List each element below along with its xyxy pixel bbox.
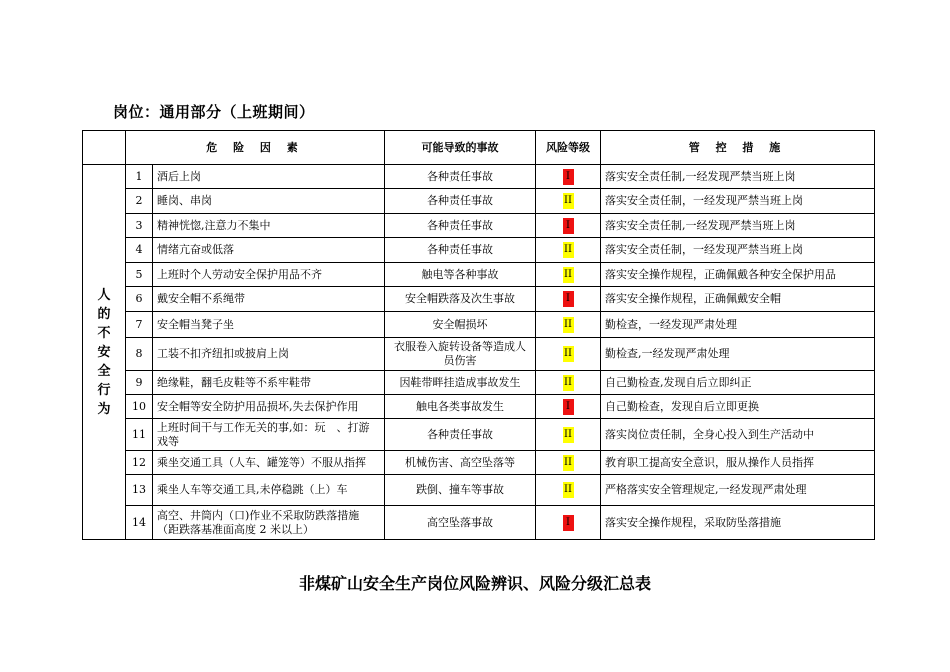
row-number: 7 bbox=[126, 312, 153, 338]
row-number: 3 bbox=[126, 214, 153, 238]
risk-level-badge: II bbox=[563, 346, 574, 362]
risk-level-badge: II bbox=[563, 242, 574, 258]
hazard-cell: 酒后上岗 bbox=[153, 165, 385, 189]
risk-level-cell bbox=[536, 395, 601, 419]
row-number: 9 bbox=[126, 371, 153, 395]
risk-level-cell bbox=[536, 214, 601, 238]
category-char: 人 bbox=[97, 287, 111, 303]
measure-cell: 落实安全责任制,一经发现严禁当班上岗 bbox=[601, 165, 875, 189]
table-row bbox=[83, 238, 875, 263]
risk-level-cell bbox=[536, 338, 601, 371]
table-row bbox=[83, 287, 875, 312]
header-level: 风险等级 bbox=[536, 131, 601, 165]
risk-level-badge: II bbox=[563, 455, 574, 471]
risk-level-cell bbox=[536, 371, 601, 395]
row-number: 2 bbox=[126, 189, 153, 214]
accident-cell: 各种责任事故 bbox=[385, 214, 536, 238]
measure-cell: 勤检查,一经发现严肃处理 bbox=[601, 338, 875, 371]
row-number: 11 bbox=[126, 419, 153, 451]
risk-level-badge: II bbox=[563, 427, 574, 443]
hazard-cell: 上班时个人劳动安全保护用品不齐 bbox=[153, 263, 385, 287]
measure-cell: 落实安全责任制，一经发现严禁当班上岗 bbox=[601, 238, 875, 263]
accident-cell: 各种责任事故 bbox=[385, 189, 536, 214]
table-row bbox=[83, 165, 875, 189]
risk-level-cell bbox=[536, 475, 601, 506]
table-row bbox=[83, 451, 875, 475]
hazard-cell: 乘坐交通工具（人车、罐笼等）不服从指挥 bbox=[153, 451, 385, 475]
measure-cell: 教育职工提高安全意识，服从操作人员指挥 bbox=[601, 451, 875, 475]
hazard-cell: 乘坐人车等交通工具,未停稳跳（上）车 bbox=[153, 475, 385, 506]
risk-level-cell bbox=[536, 419, 601, 451]
risk-level-badge: I bbox=[563, 515, 574, 531]
accident-cell: 各种责任事故 bbox=[385, 165, 536, 189]
measure-cell: 落实安全操作规程，正确佩戴各种安全保护用品 bbox=[601, 263, 875, 287]
row-number: 10 bbox=[126, 395, 153, 419]
table-body bbox=[83, 165, 875, 540]
hazard-cell: 安全帽等安全防护用品损坏,失去保护作用 bbox=[153, 395, 385, 419]
accident-cell: 安全帽损坏 bbox=[385, 312, 536, 338]
header-accident: 可能导致的事故 bbox=[385, 131, 536, 165]
table-row bbox=[83, 371, 875, 395]
hazard-cell: 高空、井筒内（口)作业不采取防跌落措施（距跌落基准面高度 2 米以上） bbox=[153, 506, 385, 540]
post-title: 岗位：通用部分（上班期间） bbox=[113, 103, 315, 121]
risk-level-badge: I bbox=[563, 218, 574, 234]
table-header-row bbox=[83, 131, 875, 165]
risk-level-cell bbox=[536, 287, 601, 312]
risk-level-badge: I bbox=[563, 169, 574, 185]
accident-cell: 触电各类事故发生 bbox=[385, 395, 536, 419]
measure-cell: 落实安全操作规程，采取防坠落措施 bbox=[601, 506, 875, 540]
table-row bbox=[83, 395, 875, 419]
risk-level-cell bbox=[536, 451, 601, 475]
row-number: 5 bbox=[126, 263, 153, 287]
measure-cell: 严格落实安全管理规定,一经发现严肃处理 bbox=[601, 475, 875, 506]
table-row bbox=[83, 338, 875, 371]
row-number: 8 bbox=[126, 338, 153, 371]
risk-level-badge: II bbox=[563, 317, 574, 333]
measure-cell: 勤检查，一经发现严肃处理 bbox=[601, 312, 875, 338]
risk-level-cell bbox=[536, 263, 601, 287]
accident-cell: 安全帽跌落及次生事故 bbox=[385, 287, 536, 312]
risk-level-cell bbox=[536, 312, 601, 338]
footer-title: 非煤矿山安全生产岗位风险辨识、风险分级汇总表 bbox=[298, 574, 651, 593]
header-measure: 管 控 措 施 bbox=[601, 131, 875, 165]
risk-level-cell bbox=[536, 238, 601, 263]
table-row bbox=[83, 419, 875, 451]
risk-level-cell bbox=[536, 165, 601, 189]
risk-level-cell bbox=[536, 506, 601, 540]
accident-cell: 机械伤害、高空坠落等 bbox=[385, 451, 536, 475]
risk-level-cell bbox=[536, 189, 601, 214]
measure-cell: 落实安全操作规程，正确佩戴安全帽 bbox=[601, 287, 875, 312]
risk-level-badge: II bbox=[563, 482, 574, 498]
category-char: 的 bbox=[97, 306, 111, 322]
hazard-cell: 安全帽当凳子坐 bbox=[153, 312, 385, 338]
row-number: 12 bbox=[126, 451, 153, 475]
accident-cell: 各种责任事故 bbox=[385, 238, 536, 263]
header-category bbox=[83, 131, 126, 165]
risk-table bbox=[82, 130, 875, 540]
measure-cell: 自己勤检查,发现自后立即纠正 bbox=[601, 371, 875, 395]
risk-level-badge: II bbox=[563, 375, 574, 391]
hazard-cell: 睡岗、串岗 bbox=[153, 189, 385, 214]
measure-cell: 落实安全责任制,一经发现严禁当班上岗 bbox=[601, 214, 875, 238]
hazard-cell: 情绪亢奋或低落 bbox=[153, 238, 385, 263]
table-row bbox=[83, 312, 875, 338]
category-char: 不 bbox=[97, 325, 111, 341]
hazard-cell: 戴安全帽不系绳带 bbox=[153, 287, 385, 312]
table-row bbox=[83, 263, 875, 287]
accident-cell: 触电等各种事故 bbox=[385, 263, 536, 287]
hazard-cell: 上班时间干与工作无关的事,如：玩 、打游戏等 bbox=[153, 419, 385, 451]
row-number: 6 bbox=[126, 287, 153, 312]
category-char: 全 bbox=[97, 363, 111, 379]
hazard-cell: 精神恍惚,注意力不集中 bbox=[153, 214, 385, 238]
row-number: 4 bbox=[126, 238, 153, 263]
accident-cell: 跌倒、撞车等事故 bbox=[385, 475, 536, 506]
table-row bbox=[83, 506, 875, 540]
category-char: 行 bbox=[97, 382, 111, 398]
row-number: 14 bbox=[126, 506, 153, 540]
hazard-cell: 绝缘鞋，翻毛皮鞋等不系牢鞋带 bbox=[153, 371, 385, 395]
accident-cell: 各种责任事故 bbox=[385, 419, 536, 451]
risk-level-badge: I bbox=[563, 399, 574, 415]
hazard-cell: 工装不扣齐纽扣或披肩上岗 bbox=[153, 338, 385, 371]
accident-cell: 因鞋带畔挂造成事故发生 bbox=[385, 371, 536, 395]
category-char: 安 bbox=[97, 344, 111, 360]
table-row bbox=[83, 189, 875, 214]
risk-level-badge: II bbox=[563, 193, 574, 209]
measure-cell: 自己勤检查，发现自后立即更换 bbox=[601, 395, 875, 419]
row-number: 1 bbox=[126, 165, 153, 189]
measure-cell: 落实岗位责任制，全身心投入到生产活动中 bbox=[601, 419, 875, 451]
accident-cell: 衣服卷入旋转设备等造成人员伤害 bbox=[385, 338, 536, 371]
category-cell bbox=[83, 165, 126, 540]
table-row bbox=[83, 475, 875, 506]
header-hazard: 危 险 因 素 bbox=[126, 131, 385, 165]
category-char: 为 bbox=[97, 401, 111, 417]
risk-level-badge: II bbox=[563, 267, 574, 283]
row-number: 13 bbox=[126, 475, 153, 506]
measure-cell: 落实安全责任制，一经发现严禁当班上岗 bbox=[601, 189, 875, 214]
accident-cell: 高空坠落事故 bbox=[385, 506, 536, 540]
risk-level-badge: I bbox=[563, 291, 574, 307]
table-row bbox=[83, 214, 875, 238]
